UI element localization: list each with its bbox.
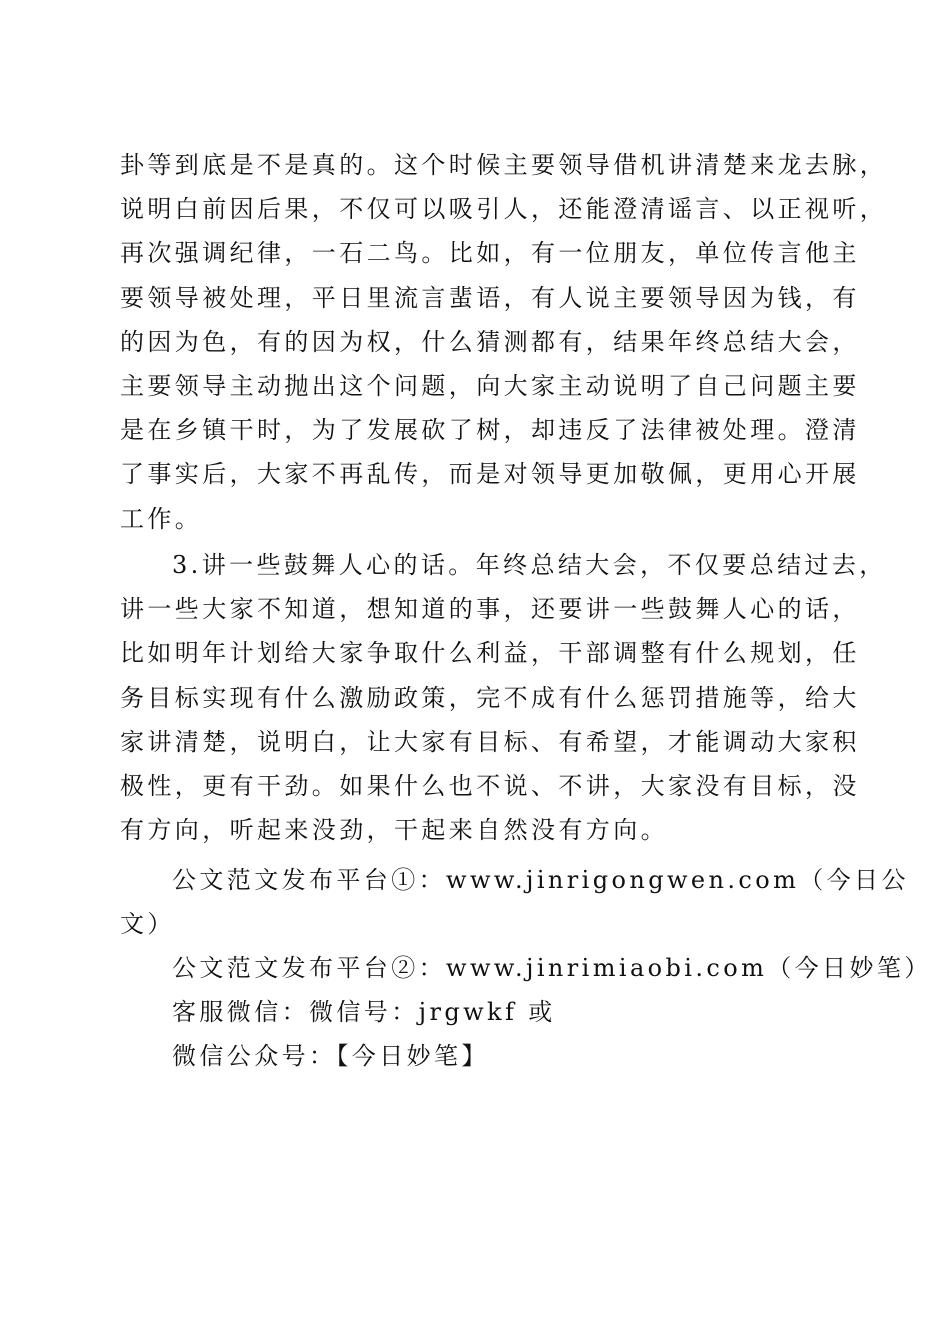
- text-line: 家讲清楚，说明白，让大家有目标、有希望，才能调动大家积: [120, 727, 860, 756]
- text-line: 主要领导主动抛出这个问题，向大家主动说明了自己问题主要: [120, 371, 860, 400]
- text-line: 再次强调纪律，一石二鸟。比如，有一位朋友，单位传言他主: [120, 239, 860, 268]
- text-line: 是在乡镇干时，为了发展砍了树，却违反了法律被处理。澄清: [120, 416, 860, 445]
- text-line: 要领导被处理，平日里流言蜚语，有人说主要领导因为钱，有: [120, 283, 860, 312]
- text-line: 比如明年计划给大家争取什么利益，干部调整有什么规划，任: [120, 639, 860, 668]
- text-line: 卦等到底是不是真的。这个时候主要领导借机讲清楚来龙去脉，: [120, 151, 888, 179]
- text-line: 有方向，听起来没劲，干起来自然没有方向。: [120, 816, 668, 845]
- text-line: 讲一些大家不知道，想知道的事，还要讲一些鼓舞人心的话，: [120, 595, 860, 624]
- text-line: 工作。: [120, 504, 203, 533]
- text-line: 的因为色，有的因为权，什么猜测都有，结果年终总结大会，: [120, 327, 860, 356]
- platform-2-line: 公文范文发布平台②：www.jinrimiaobi.com（今日妙笔）: [172, 954, 932, 982]
- text-line: 极性，更有干劲。如果什么也不说、不讲，大家没有目标，没: [120, 771, 860, 800]
- text-line: 务目标实现有什么激励政策，完不成有什么惩罚措施等，给大: [120, 683, 860, 712]
- text-line: 说明白前因后果，不仅可以吸引人，还能澄清谣言、以正视听，: [120, 195, 888, 224]
- text-line: 3.讲一些鼓舞人心的话。年终总结大会，不仅要总结过去，: [172, 551, 887, 579]
- text-line: 文）: [120, 910, 175, 939]
- text-line: 公文范文发布平台①：www.jinrigongwen.com（今日公: [172, 866, 909, 894]
- wechat-line: 客服微信：微信号：jrgwkf 或: [172, 998, 556, 1027]
- text-line: 了事实后，大家不再乱传，而是对领导更加敬佩，更用心开展: [120, 460, 860, 489]
- footer-contact: [120, 946, 932, 1079]
- footer-platform-1: [120, 858, 909, 946]
- paragraph-point-3: [120, 543, 887, 852]
- official-account-line: 微信公众号：【今日妙笔】: [172, 1042, 489, 1071]
- paragraph-continuation: [120, 143, 888, 541]
